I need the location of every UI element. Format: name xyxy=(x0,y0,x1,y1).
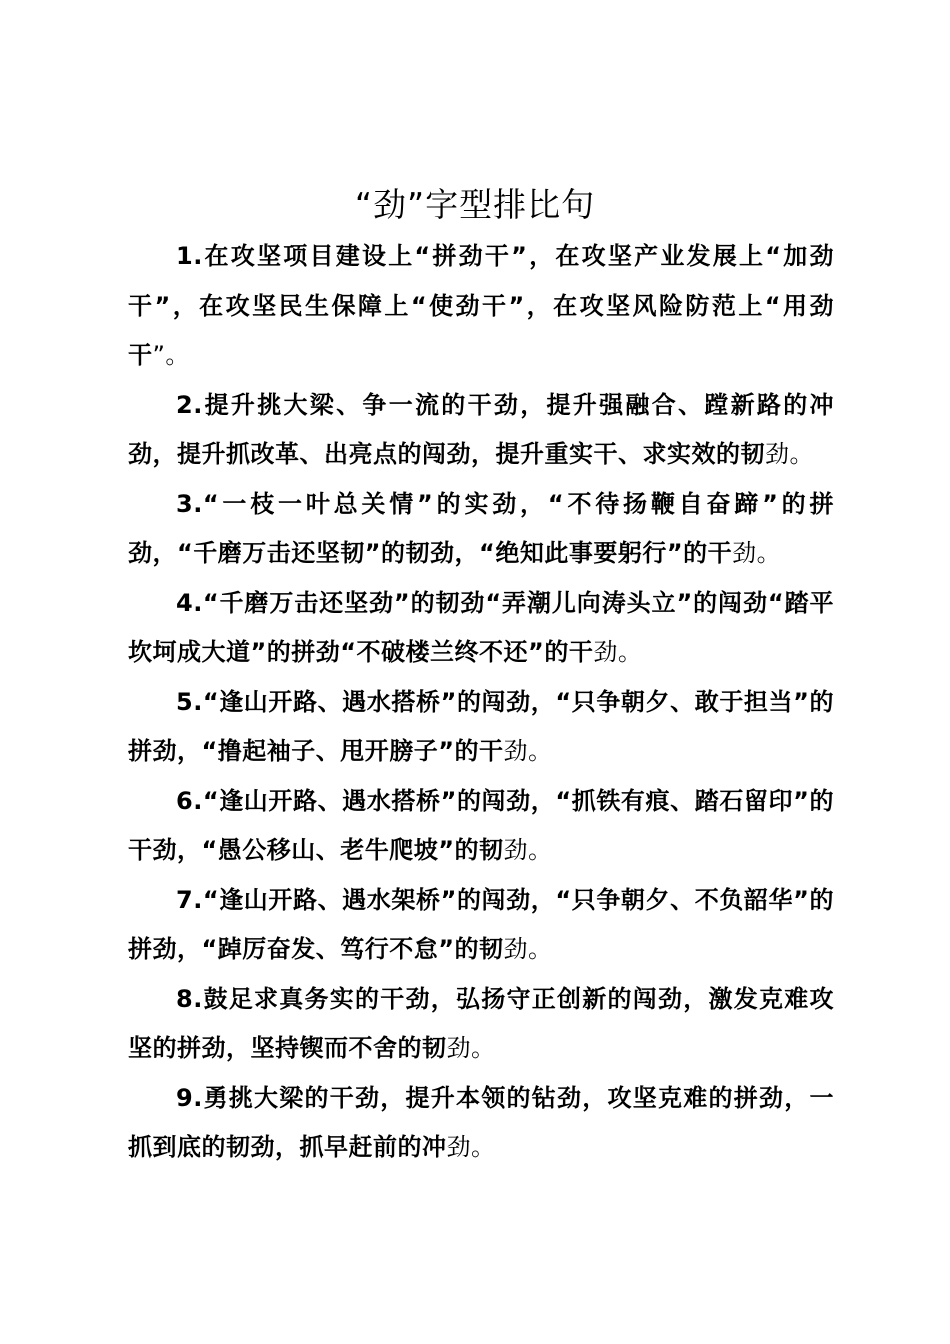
paragraph-1-tail: ”。 xyxy=(152,341,190,369)
paragraph-8 xyxy=(128,975,834,1074)
paragraph-7-text: 7.“逢山开路、遇水架桥”的闯劲，“只争朝夕、不负韶华”的拼劲，“踔厉奋发、笃行不怠”的韧 xyxy=(128,885,834,963)
paragraph-3-tail: 劲。 xyxy=(732,539,782,567)
paragraph-1-text: 1.在攻坚项目建设上“拼劲干”，在攻坚产业发展上“加劲干”，在攻坚民生保障上“使劲干”，在攻坚风险防范上“用劲干 xyxy=(128,242,834,369)
paragraph-4-text: 4.“千磨万击还坚劲”的韧劲“弄潮儿向涛头立”的闯劲“踏平坎坷成大道”的拼劲“不破楼兰终不还”的干 xyxy=(128,588,834,666)
paragraph-8-tail: 劲。 xyxy=(446,1034,496,1062)
document-title: “劲”字型排比句 xyxy=(354,185,596,224)
paragraph-2-text: 2.提升挑大梁、争一流的干劲，提升强融合、蹚新路的冲劲，提升抓改革、出亮点的闯劲，提升重实干、求实效的韧 xyxy=(128,390,834,468)
paragraph-3 xyxy=(128,480,834,579)
paragraph-5 xyxy=(128,678,834,777)
paragraph-9-tail: 劲。 xyxy=(446,1133,496,1161)
paragraph-1 xyxy=(128,232,834,381)
paragraph-6-tail: 劲。 xyxy=(503,836,553,864)
paragraph-5-text: 5.“逢山开路、遇水搭桥”的闯劲，“只争朝夕、敢于担当”的拼劲，“撸起袖子、甩开膀子”的干 xyxy=(128,687,834,765)
paragraph-4-tail: 劲。 xyxy=(593,638,643,666)
paragraph-9-text: 9.勇挑大梁的干劲，提升本领的钻劲，攻坚克难的拼劲，一抓到底的韧劲，抓早赶前的冲 xyxy=(128,1083,834,1161)
paragraph-5-tail: 劲。 xyxy=(503,737,553,765)
paragraph-6 xyxy=(128,777,834,876)
paragraph-7-tail: 劲。 xyxy=(503,935,553,963)
paragraph-7 xyxy=(128,876,834,975)
paragraph-2 xyxy=(128,381,834,480)
paragraph-3-text: 3.“一枝一叶总关情”的实劲，“不待扬鞭自奋蹄”的拼劲，“千磨万击还坚韧”的韧劲，“绝知此事要躬行”的干 xyxy=(128,489,834,567)
paragraph-4 xyxy=(128,579,834,678)
document-body xyxy=(128,232,834,1173)
paragraph-9 xyxy=(128,1074,834,1173)
paragraph-6-text: 6.“逢山开路、遇水搭桥”的闯劲，“抓铁有痕、踏石留印”的干劲，“愚公移山、老牛爬坡”的韧 xyxy=(128,786,834,864)
paragraph-2-tail: 劲。 xyxy=(765,440,814,468)
paragraph-8-text: 8.鼓足求真务实的干劲，弘扬守正创新的闯劲，激发克难攻坚的拼劲，坚持锲而不舍的韧 xyxy=(128,984,834,1062)
